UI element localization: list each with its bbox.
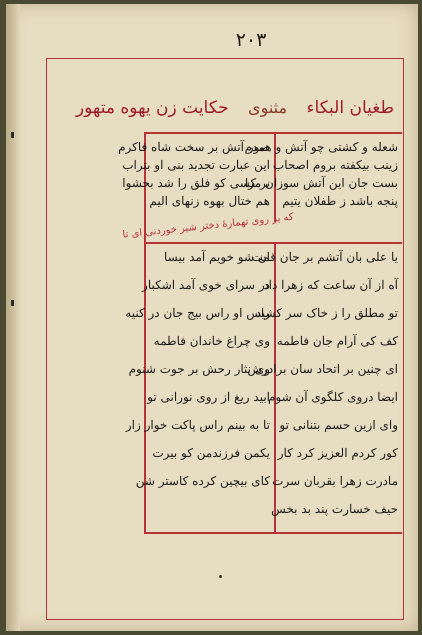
verse-line: ابید ریغ از روی نورانی تو — [147, 390, 270, 404]
manuscript-page — [6, 4, 418, 631]
section-heading — [75, 84, 394, 132]
verse-line: مادرت زهرا بقربان سرت — [272, 474, 398, 488]
verse-line: بر کسی کو فلق را شد بحشوا — [122, 176, 270, 190]
verse-line: تا به بینم راس پاکت خوار زار — [125, 418, 270, 432]
gutter-mark — [11, 300, 14, 306]
verse-line: حیف خسارت پند بد بخس — [271, 502, 398, 516]
verse-line: هم ختال بهوه زنهای الیم — [149, 194, 270, 208]
verse-line: راس او راس بیج جان در کنیه — [125, 306, 270, 320]
verse-line: تو مطلق را ز خاک سر کشید — [255, 306, 398, 320]
verse-line: آه از آن ساعت که زهرا داد — [263, 278, 398, 292]
verse-line: ای چنین بر اتحاد سان برادرش — [247, 362, 398, 376]
verse-line: ایضا دروی کلگوی آن شوم — [267, 390, 398, 404]
binding-gutter — [6, 4, 20, 631]
verse-line: کور کردم العزیز کرد کار — [277, 446, 398, 460]
heading-title: طغیان البکاء — [306, 98, 394, 118]
verse-line: صور آتش بر سخت شاه فاکرم — [118, 140, 270, 154]
verse-line: شعله و کشتی چو آتش و همدم — [244, 140, 398, 154]
page-number: ۲۰۳ — [235, 29, 267, 51]
verse-line: زینب بیکفته بروم اصحاب — [272, 158, 398, 172]
verse-line: بست جان این آتش سوزان مرا — [244, 176, 398, 190]
verse-line: وای ازین حسم بتنانی تو — [279, 418, 398, 432]
heading-story: حکایت زن یهوه متهور — [75, 98, 229, 118]
verse-line: یکمن فرزندمن کو بیرت — [152, 446, 270, 460]
verse-line: کف کی آرام جان فاطمه — [276, 334, 398, 348]
interline-rubric: که بز روی تهمارهٔ دختر شیر خوردنی ای تا — [122, 211, 295, 241]
verse-line: وی نثار رحش بر جوت شنوم — [128, 362, 270, 376]
gutter-mark — [11, 132, 14, 138]
verse-line: کای بیچین کرده کاستر شن — [135, 474, 270, 488]
verse-line: یا علی بان آتشم بر جان قمت — [251, 250, 398, 264]
rule-line — [144, 532, 402, 534]
verse-line: ان شو خویم آمد بیسا — [164, 250, 270, 264]
rule-line — [144, 132, 402, 134]
verse-line: در سرای خوی آمد اشکبار — [142, 278, 270, 292]
verse-line: وی چراغ خاندان فاطمه — [153, 334, 270, 348]
verse-line: این عبارت تجدید بنی او بتراب — [122, 158, 270, 172]
heading-genre: مثنوی — [248, 98, 288, 117]
ink-dot — [219, 575, 222, 578]
verse-line: پنجه باشد ز طفلان یتیم — [282, 194, 398, 208]
